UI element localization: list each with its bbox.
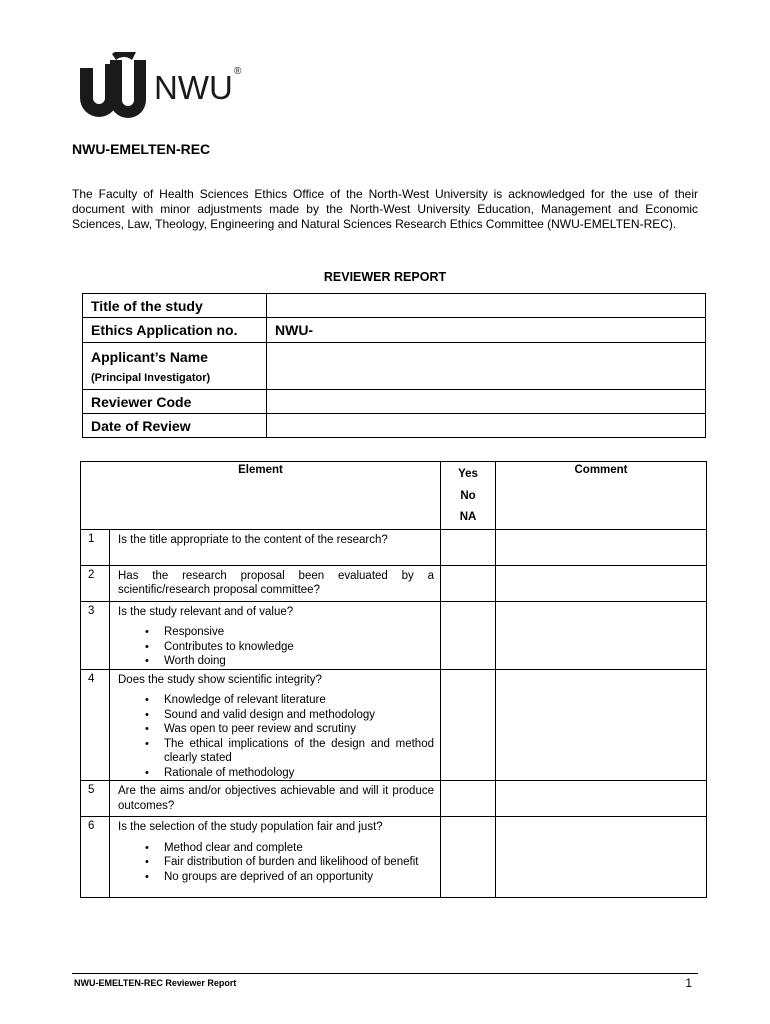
title-label: Title of the study [83, 294, 267, 318]
nwu-emblem-icon [76, 52, 251, 122]
list-item: • Knowledge of relevant literature [164, 693, 434, 708]
applicant-field[interactable] [267, 343, 706, 390]
reviewer-code-label: Reviewer Code [83, 390, 267, 414]
application-label: Ethics Application no. [83, 318, 267, 343]
title-field[interactable] [267, 294, 706, 318]
review-date-field[interactable] [267, 414, 706, 438]
review-date-label: Date of Review [83, 414, 267, 438]
row-question: Is the study relevant and of value? [118, 605, 294, 618]
list-item: • No groups are deprived of an opportunity [164, 870, 434, 885]
footer-title: NWU-EMELTEN-REC Reviewer Report [74, 978, 237, 988]
comment-cell[interactable] [496, 601, 707, 669]
table-row [81, 669, 707, 781]
row-question: Is the selection of the study population fair and just? [118, 821, 383, 833]
row-question-cell [110, 669, 441, 781]
comment-cell[interactable] [496, 669, 707, 781]
list-item: • Worth doing [164, 654, 434, 669]
row-number: 3 [81, 601, 110, 669]
bullet-list [118, 841, 434, 885]
list-item: • Responsive [164, 625, 434, 640]
row-question-cell [110, 817, 441, 898]
application-field[interactable]: NWU- [267, 318, 706, 343]
applicant-sublabel: (Principal Investigator) [91, 371, 211, 384]
reviewer-code-field[interactable] [267, 390, 706, 414]
answer-cell[interactable] [441, 781, 496, 817]
list-item: • Rationale of methodology [164, 766, 434, 781]
list-item: • The ethical implications of the design and method clearly stated [164, 737, 434, 766]
applicant-cell [83, 343, 267, 390]
yes-no-na-header [441, 462, 496, 530]
row-number: 1 [81, 529, 110, 565]
table-row [81, 601, 707, 669]
registered-mark: ® [234, 66, 242, 77]
row-number: 5 [81, 781, 110, 817]
page-number: 1 [685, 976, 692, 990]
row-question: Has the research proposal been evaluated by a scientific/research proposal committee? [110, 565, 441, 601]
report-title [0, 270, 770, 284]
table-row [81, 781, 707, 817]
applicant-label: Applicant’s Name [91, 348, 208, 365]
comment-cell[interactable] [496, 529, 707, 565]
row-question: Are the aims and/or objectives achievable and will it produce outcomes? [110, 781, 441, 817]
yes-header: Yes [458, 468, 478, 480]
comment-header: Comment [496, 462, 707, 530]
table-row [81, 565, 707, 601]
study-info-table [82, 293, 706, 438]
intro-paragraph: The Faculty of Health Sciences Ethics Office of the North-West University is acknowledged for the use of their document with minor adjustments made by the North-West University Education, Management and Economic Sciences, Law, Theology, Engineering and Natural Sciences Research Ethics Committee (NWU-EMELTEN-REC). [72, 187, 698, 231]
answer-cell[interactable] [441, 565, 496, 601]
no-header: No [460, 489, 476, 502]
na-header: NA [459, 511, 477, 523]
table-row [81, 529, 707, 565]
row-question-cell [110, 601, 441, 669]
comment-cell[interactable] [496, 781, 707, 817]
list-item: • Method clear and complete [164, 841, 434, 856]
list-item: • Fair distribution of burden and likelihood of benefit [164, 855, 434, 870]
comment-cell[interactable] [496, 565, 707, 601]
list-item: • Sound and valid design and methodology [164, 708, 434, 723]
row-question: Does the study show scientific integrity? [118, 673, 322, 686]
report-title-text: REVIEWER REPORT [323, 270, 447, 284]
row-question: Is the title appropriate to the content of the research? [110, 529, 441, 565]
answer-cell[interactable] [441, 529, 496, 565]
bullet-list [118, 625, 434, 669]
footer-divider [72, 973, 698, 974]
comment-cell[interactable] [496, 817, 707, 898]
element-header: Element [81, 462, 441, 530]
document-heading: NWU-EMELTEN-REC [72, 141, 211, 157]
answer-cell[interactable] [441, 817, 496, 898]
review-table [80, 461, 707, 898]
table-row [81, 817, 707, 898]
row-number: 2 [81, 565, 110, 601]
row-number: 4 [81, 669, 110, 781]
list-item: • Contributes to knowledge [164, 640, 434, 655]
answer-cell[interactable] [441, 669, 496, 781]
answer-cell[interactable] [441, 601, 496, 669]
nwu-logo [76, 52, 251, 122]
logo-text: NWU [154, 69, 233, 106]
bullet-list [118, 693, 434, 780]
row-number: 6 [81, 817, 110, 898]
list-item: • Was open to peer review and scrutiny [164, 722, 434, 737]
